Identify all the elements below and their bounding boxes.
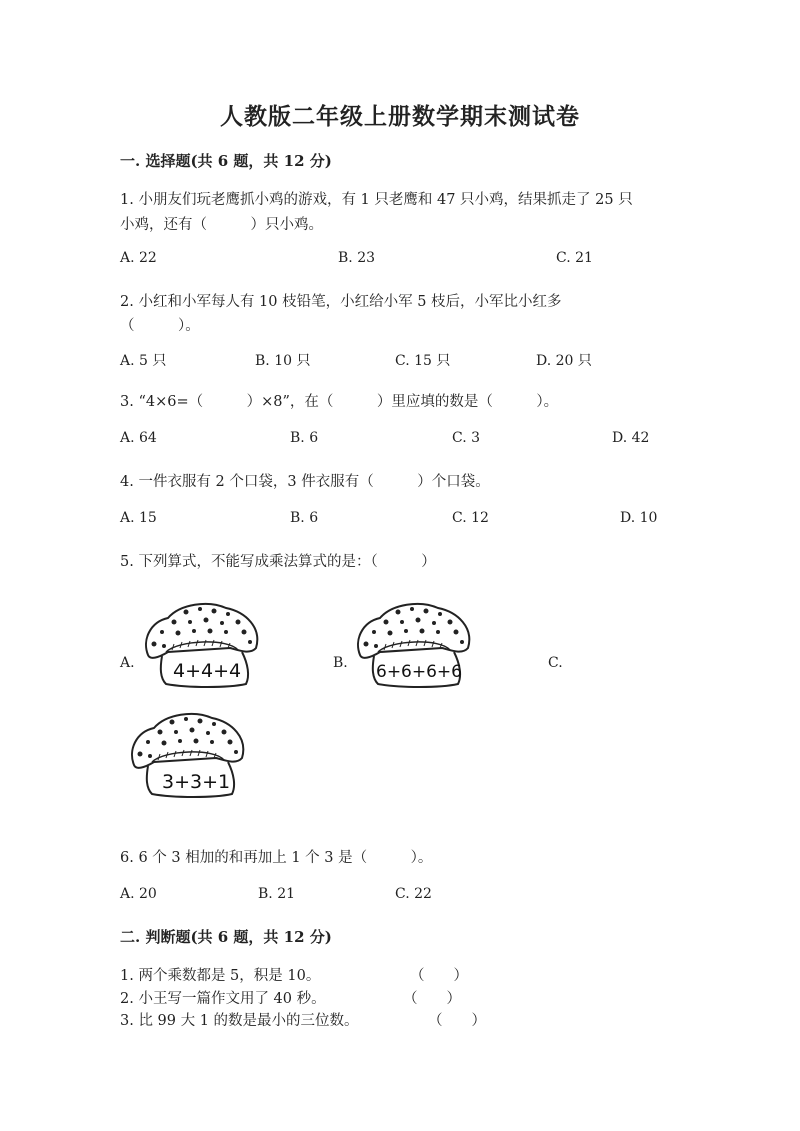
question-3-option-d[interactable]: D. 42 [612,430,650,446]
question-4-line-1: 4. 一件衣服有 2 个口袋，3 件衣服有（ ）个口袋。 [120,474,490,490]
mushroom-b-icon [350,600,480,690]
question-2-option-c[interactable]: C. 15 只 [395,353,451,369]
question-2-line-1: 2. 小红和小军每人有 10 枝铅笔，小红给小军 5 枝后，小军比小红多 [120,294,562,310]
question-5-option-a[interactable]: A. [120,655,135,671]
question-1-option-b[interactable]: B. 23 [338,250,376,266]
mushroom-c-expression: 3+3+1 [162,771,231,793]
question-1-option-c[interactable]: C. 21 [556,250,593,266]
question-4-option-a[interactable]: A. 15 [120,510,157,526]
question-4-option-c[interactable]: C. 12 [452,510,489,526]
question-6-line-1: 6. 6 个 3 相加的和再加上 1 个 3 是（ ）。 [120,850,433,866]
judgment-item-1: 1. 两个乘数都是 5，积是 10。 [120,968,321,984]
question-1-line-2: 小鸡，还有（ ）只小鸡。 [120,217,323,233]
mushroom-a-expression: 4+4+4 [173,660,242,682]
question-1-line-1: 1. 小朋友们玩老鹰抓小鸡的游戏，有 1 只老鹰和 47 只小鸡，结果抓走了 25 只 [120,192,633,208]
judgment-item-2-answer-box[interactable]: （ ） [403,991,461,1007]
judgment-item-3-answer-box[interactable]: （ ） [428,1013,486,1029]
question-4-option-b[interactable]: B. 6 [290,510,319,526]
judgment-item-1-answer-box[interactable]: （ ） [410,968,468,984]
mushroom-illustration-c [124,710,254,800]
judgment-item-3: 3. 比 99 大 1 的数是最小的三位数。 [120,1013,359,1029]
question-6-option-b[interactable]: B. 21 [258,886,296,902]
question-3-line-1: 3. “4×6=（ ）×8”，在（ ）里应填的数是（ ）。 [120,394,559,410]
question-6-option-a[interactable]: A. 20 [120,886,157,902]
section-heading-judgment: 二. 判断题(共 6 题，共 12 分) [120,928,332,946]
mushroom-c-icon [124,710,254,800]
judgment-item-2: 2. 小王写一篇作文用了 40 秒。 [120,991,326,1007]
mushroom-illustration-b [350,600,480,690]
question-3-option-c[interactable]: C. 3 [452,430,481,446]
question-1-option-a[interactable]: A. 22 [120,250,157,266]
question-3-option-a[interactable]: A. 64 [120,430,157,446]
question-2-option-b[interactable]: B. 10 只 [255,353,311,369]
question-3-option-b[interactable]: B. 6 [290,430,319,446]
mushroom-illustration-a [138,600,268,690]
section-heading-choice: 一. 选择题(共 6 题，共 12 分) [120,152,332,170]
question-2-option-d[interactable]: D. 20 只 [536,353,592,369]
mushroom-a-icon [138,600,268,690]
question-4-option-d[interactable]: D. 10 [620,510,658,526]
question-6-option-c[interactable]: C. 22 [395,886,432,902]
mushroom-b-expression: 6+6+6+6 [376,662,462,682]
question-5-line-1: 5. 下列算式，不能写成乘法算式的是：（ ） [120,554,436,570]
question-2-line-2: （ ）。 [120,318,200,334]
page-title: 人教版二年级上册数学期末测试卷 [220,103,580,130]
question-5-option-c[interactable]: C. [548,655,563,671]
question-5-option-b[interactable]: B. [333,655,348,671]
question-2-option-a[interactable]: A. 5 只 [120,353,167,369]
